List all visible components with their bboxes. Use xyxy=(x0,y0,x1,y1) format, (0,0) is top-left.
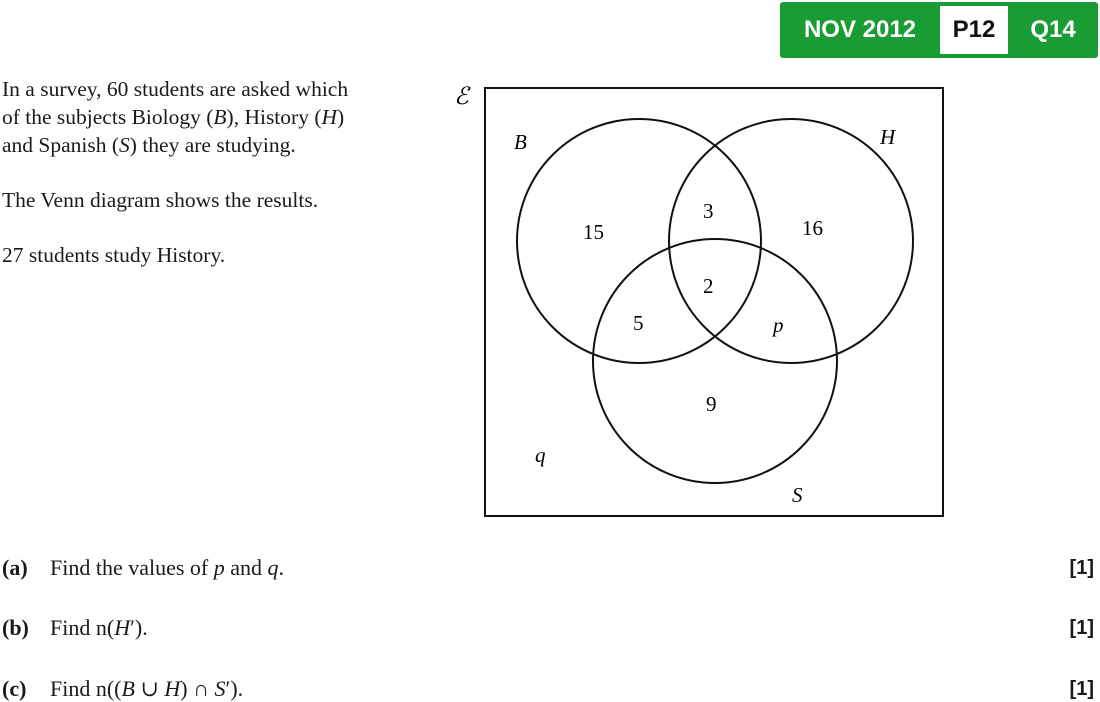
question-intro xyxy=(2,75,422,269)
question-part-b: (b) Find n(H′). xyxy=(2,615,148,640)
universal-set-symbol: ℰ xyxy=(454,84,469,110)
paper-number-label: P12 xyxy=(940,6,1008,54)
region-outside: q xyxy=(535,443,546,467)
region-s-only: 9 xyxy=(706,392,717,416)
venn-diagram xyxy=(440,70,960,525)
circle-spanish xyxy=(593,239,837,483)
part-a-label: (a) xyxy=(2,555,28,580)
set-label-h: H xyxy=(880,125,896,149)
history-count-statement: 27 students study History. xyxy=(2,243,226,267)
part-c-marks: [1] xyxy=(1069,678,1094,700)
exam-session-label: NOV 2012 xyxy=(803,16,917,43)
question-number-label: Q14 xyxy=(1030,16,1076,43)
paper-reference-badge xyxy=(780,2,1098,58)
var-b: B xyxy=(213,105,227,129)
survey-description: In a survey, 60 students are asked which of the subjects Biology (B), History (H) and Spanish (S) they are studying. xyxy=(2,77,349,157)
venn-description: The Venn diagram shows the results. xyxy=(2,188,319,212)
region-all-three: 2 xyxy=(703,274,714,298)
part-b-label: (b) xyxy=(2,615,29,640)
circle-history xyxy=(669,119,913,363)
question-part-a: (a) Find the values of p and q. xyxy=(2,555,285,580)
part-c-label: (c) xyxy=(2,676,27,701)
part-b-marks: [1] xyxy=(1069,617,1094,639)
region-h-only: 16 xyxy=(802,216,823,240)
set-label-b: B xyxy=(514,130,527,154)
var-s: S xyxy=(119,133,130,157)
part-a-marks: [1] xyxy=(1069,557,1094,579)
region-b-and-h: 3 xyxy=(703,199,714,223)
set-label-s: S xyxy=(792,483,803,507)
region-b-only: 15 xyxy=(583,220,604,244)
region-h-and-s: p xyxy=(773,313,784,337)
region-b-and-s: 5 xyxy=(633,311,644,335)
question-part-c: (c) Find n((B ∪ H) ∩ S′). xyxy=(2,676,244,701)
var-h: H xyxy=(321,105,338,129)
